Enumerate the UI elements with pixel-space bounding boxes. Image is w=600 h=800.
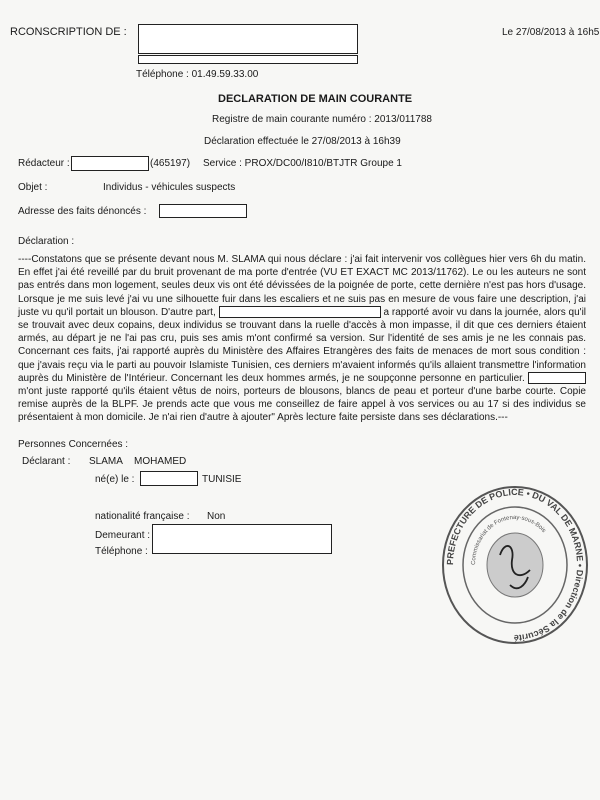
- redacted-witness-name: [219, 306, 381, 318]
- declaration-text-part3: m'ont juste rapporté qu'ils étaient vêtus de noirs, porteurs de blousons, blancs de peau et porteur d'une barbe courte. Copie remise auprès de la BLPF. Je prends acte que vous me conseillez de faire appel à vos services ou au 17 si des individus se présentaient à mon domicile. Je n'ai rien d'autre à ajouter" Après lecture faite persiste dans ses déclarations.---: [18, 386, 586, 424]
- circonscription-label: RCONSCRIPTION DE :: [10, 26, 127, 38]
- registre-numero: Registre de main courante numéro : 2013/011788: [212, 114, 432, 125]
- demeurant-label: Demeurant :: [95, 530, 151, 541]
- page-title: DECLARATION DE MAIN COURANTE: [218, 93, 413, 105]
- redacteur-matricule: (465197): [150, 158, 191, 169]
- redacted-birthdate: [140, 471, 198, 486]
- redacteur-service: Service : PROX/DC00/I810/BTJTR Groupe 1: [203, 158, 402, 169]
- nationalite-value: Non: [207, 511, 226, 522]
- declaration-text-part1: ----Constatons que se présente devant nous M. SLAMA qui nous déclare : j'ai fait intervenir vos collègues hier vers 6h du matin. En effet j'ai été reveillé par du bruit provenant de ma porte d'entrée (VU ET EXACT MC 2013/11762). Le ou les auteurs ne sont pas entrés dans mon logement, seules deux vis ont été dévissées de la poignée de porte, cette dernière n'est pas hors d'usage. Lorsque je me suis levé j'ai vu une silhouette fuir dans les escaliers et ne suis pas en mesure de vous faire une description, j'ai juste vu qu'il portait un blouson. D'autre part,: [18, 254, 586, 318]
- declaration-text-part2: a rapporté avoir vu dans la journée, alors qu'il se trouvait avec deux copains, deux individus se trouvant dans la ruelle d'accès à mon impasse, il dit que ces derniers étaient armés, au départ je ne l'ai pas cru, puis ses amis m'ont confirmé sa version. Sur l'identité de ses amis je ne les connais pas. Concernant ces faits, j'ai rapporté auprès du Ministère des Affaires Etrangères des faits de menaces de mort sous condition : que j'avais reçu via le parti au pouvoir Islamiste Tunisien, ces derniers m'avaient informés qu'ils allaient transmettre l'information auprès du Ministère de l'Intérieur. Concernant les deux hommes armés, je ne soupçonne personne en particulier.: [18, 306, 587, 384]
- declarant-prenom: MOHAMED: [134, 456, 187, 467]
- declarant-label: Déclarant :: [22, 456, 71, 467]
- declarant-pays: TUNISIE: [202, 474, 242, 485]
- adresse-label: Adresse des faits dénoncés :: [18, 206, 147, 217]
- redacted-adresse: [159, 204, 247, 218]
- header-telephone: Téléphone : 01.49.59.33.00: [136, 69, 259, 80]
- redacted-witness-name-2: [528, 372, 586, 384]
- nationalite-label: nationalité française :: [95, 511, 190, 522]
- police-stamp-seal: [440, 485, 590, 645]
- declarant-nom: SLAMA: [89, 456, 123, 467]
- ne-le-label: né(e) le :: [95, 474, 135, 485]
- objet-label: Objet :: [18, 182, 48, 193]
- date-time: Le 27/08/2013 à 16h5: [502, 27, 600, 38]
- telephone-label: Téléphone :: [95, 546, 148, 557]
- stamp-outer-text: PREFECTURE DE POLICE • DU VAL DE MARNE • Direction de la Sécurité: [444, 486, 586, 644]
- stamp-inner-text: Commissariat de Fontenay-sous-Bois: [470, 514, 547, 566]
- redacteur-label: Rédacteur :: [18, 158, 70, 169]
- redacted-circonscription: [138, 24, 358, 54]
- personnes-concernees-label: Personnes Concernées :: [18, 439, 129, 450]
- redacted-address-phone: [152, 524, 332, 554]
- declaration-effectuee: Déclaration effectuée le 27/08/2013 à 16h39: [204, 136, 401, 147]
- redacted-redacteur-name: [71, 156, 149, 171]
- declaration-label: Déclaration :: [18, 236, 75, 247]
- objet-value: Individus - véhicules suspects: [103, 182, 236, 193]
- redacted-address: [138, 55, 358, 64]
- declaration-body: [18, 253, 586, 425]
